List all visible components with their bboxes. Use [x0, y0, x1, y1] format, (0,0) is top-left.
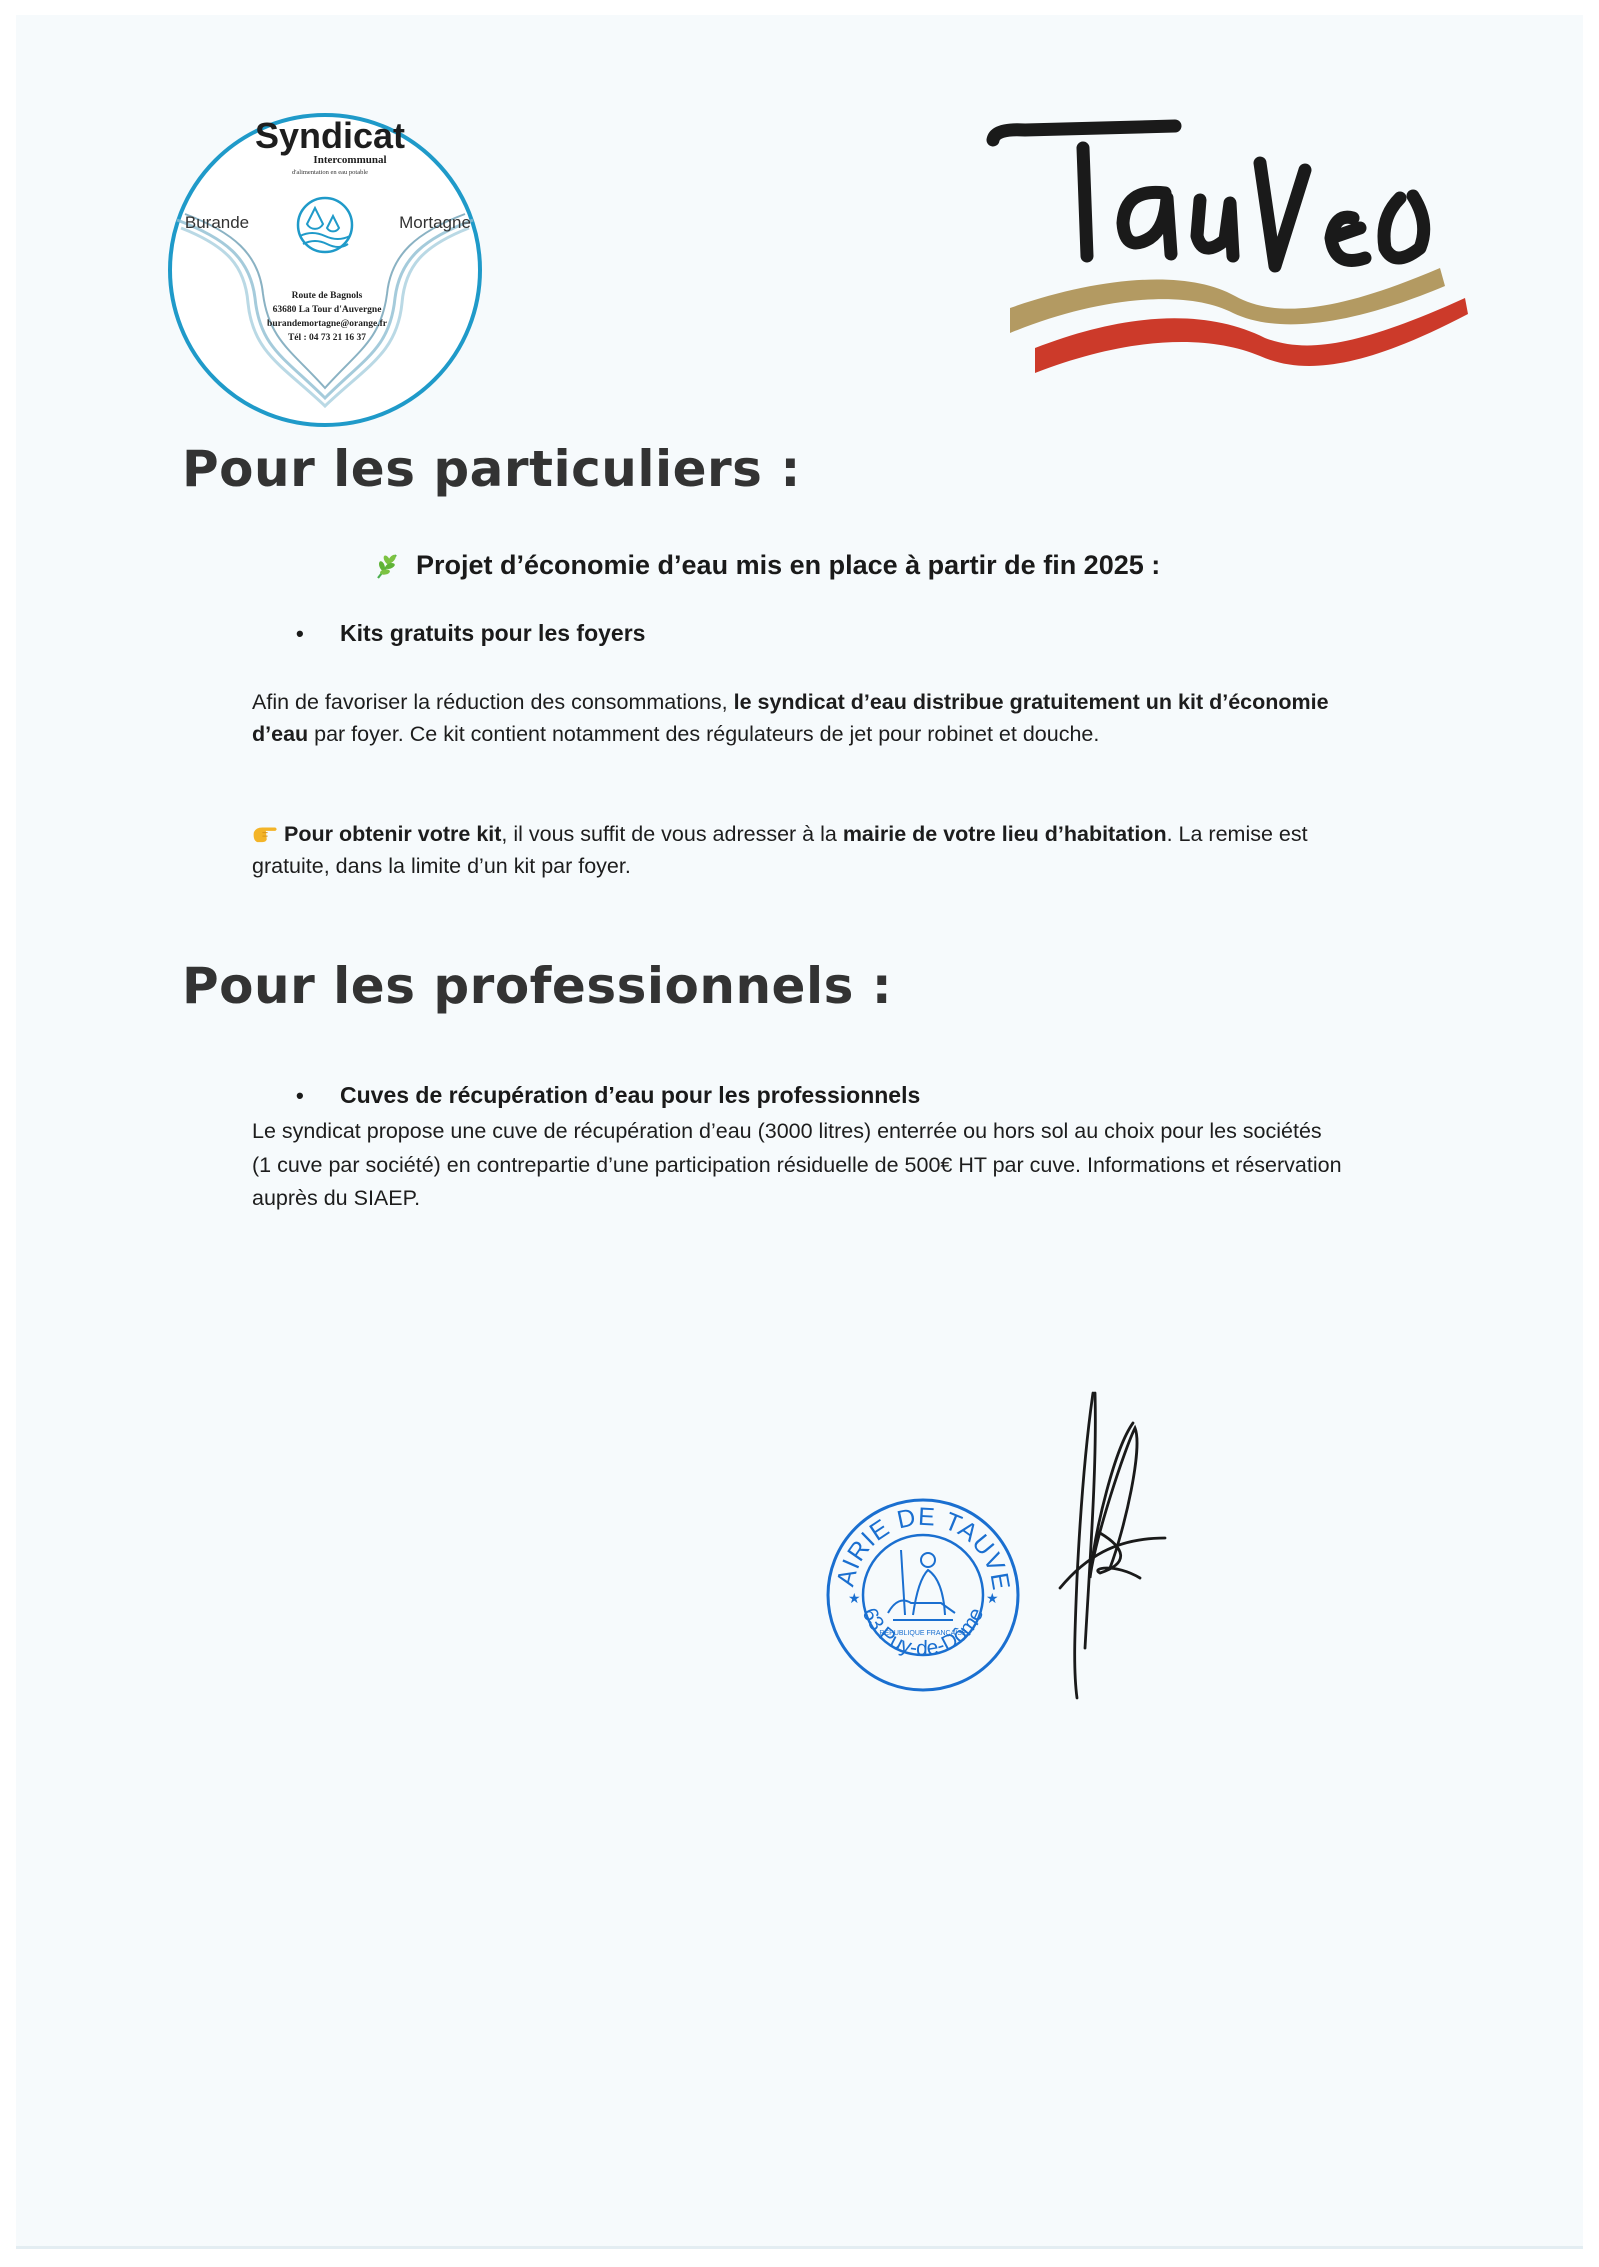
text-run: , il vous suffit de vous adresser à la [501, 822, 843, 846]
syndicat-address-line: 63680 La Tour d'Auvergne [272, 305, 382, 315]
bullet-icon: • [296, 1082, 304, 1108]
section-title-professionnels: Pour les professionnels : [182, 957, 893, 1015]
syndicat-title: Syndicat [254, 115, 406, 156]
marianne-figure-icon [888, 1550, 955, 1620]
bullet-text: Cuves de récupération d’eau pour les professionnels [340, 1082, 921, 1108]
text-run-bold: le syndicat d’eau distribue gratuitement un kit d’économie d’eau [252, 690, 1329, 746]
paragraph-obtain-kit [252, 818, 1342, 882]
bullet-item-kits [296, 620, 645, 647]
syndicat-right-label: Mortagne [399, 213, 471, 232]
text-run-bold: Pour obtenir votre kit [284, 822, 502, 846]
paragraph-cuves: Le syndicat propose une cuve de récupération d’eau (3000 litres) enterrée ou hors sol au choix pour les sociétés (1 cuve par société) en contrepartie d’une participation résiduelle de 500€ HT par cuve. Informations et réservation auprès du SIAEP. [252, 1119, 1342, 1210]
star-icon: ★ [848, 1590, 861, 1606]
text-run-bold: mairie de votre lieu d’habitation [842, 822, 1167, 846]
project-subheading [372, 550, 1160, 581]
svg-text:MAIRIE DE TAUVES [823, 1495, 1015, 1593]
text-run: Afin de favoriser la réduction des consommations, [252, 690, 734, 714]
paragraph-kit-description [252, 686, 1342, 750]
stamp-top-text: AIRIE DE TAUVE [831, 1502, 1016, 1593]
bullet-text: Kits gratuits pour les foyers [340, 620, 646, 646]
bullet-icon: • [296, 620, 304, 646]
section-title-particuliers: Pour les particuliers : [182, 440, 801, 498]
herb-icon [372, 551, 402, 581]
project-subheading-text: Projet d’économie d’eau mis en place à partir de fin 2025 : [416, 550, 1161, 580]
pointing-hand-icon [252, 824, 278, 843]
page-edge [16, 2246, 1583, 2249]
text-run: par foyer. Ce kit contient notamment des régulateurs de jet pour robinet et douche. [308, 722, 1100, 746]
stamp-inner-text: RÉPUBLIQUE FRANÇAISE [879, 1630, 967, 1637]
bullet-item-cuves [296, 1082, 920, 1109]
tauves-logo [975, 118, 1485, 378]
text-run: . La remise est gratuite, dans la limite d’un kit par foyer. [252, 822, 1308, 878]
syndicat-logo [155, 108, 495, 428]
syndicat-tagline: d'alimentation en eau potable [291, 169, 369, 176]
mairie-stamp [823, 1495, 1023, 1695]
signature [1055, 1388, 1185, 1708]
syndicat-address-line: Route de Bagnols [291, 291, 363, 301]
stamp-bottom-text: 63 Puy-de-Dôme [857, 1604, 989, 1661]
syndicat-subtitle: Intercommunal [313, 154, 387, 166]
syndicat-email: burandemortagne@orange.fr [267, 319, 387, 329]
star-icon: ★ [986, 1590, 999, 1606]
syndicat-phone: Tél : 04 73 21 16 37 [287, 333, 367, 343]
syndicat-left-label: Burande [184, 213, 250, 232]
